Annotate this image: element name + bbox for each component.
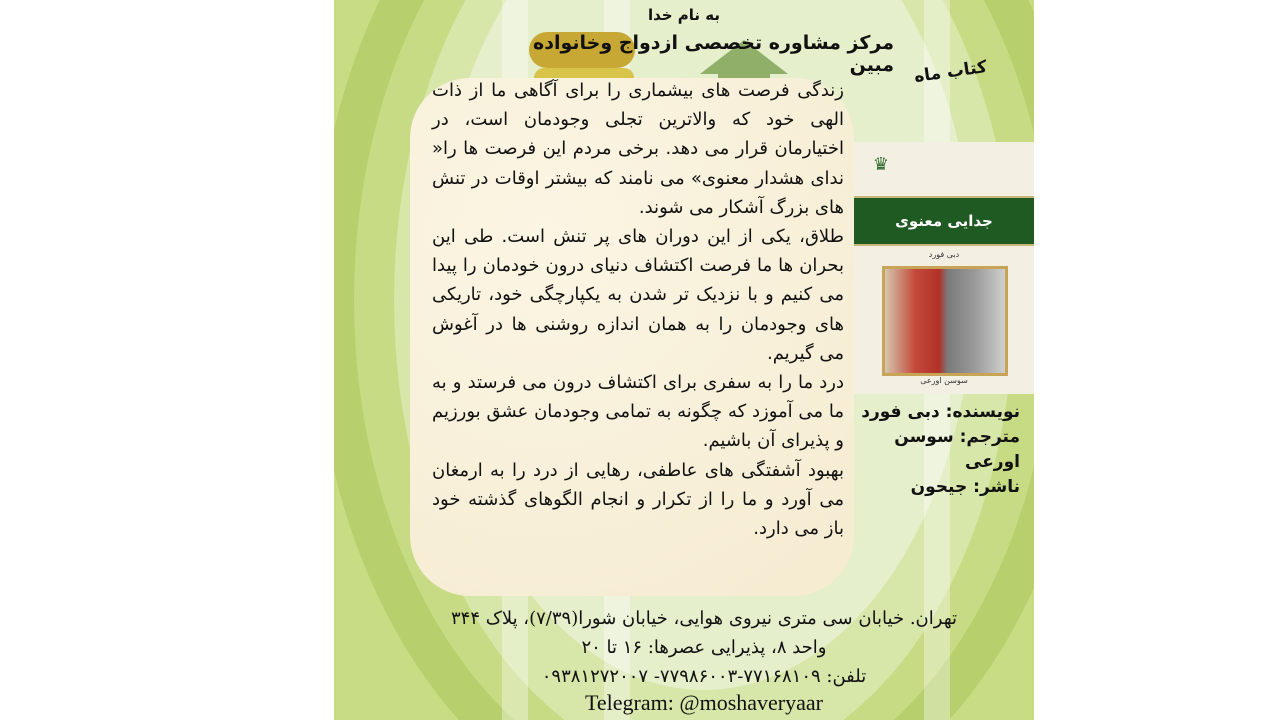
book-cover: [854, 142, 1034, 394]
cover-translator: سوسن اورعی: [920, 376, 968, 385]
telegram-handle: Telegram: @moshaveryaar: [584, 690, 823, 715]
description-paragraph: زندگی فرصت های بیشماری را برای آگاهی ما از ذات الهی خود که والاترین تجلی وجودمان است، در اختیارمان قرار می دهد. برخی مردم این فرصت ها را« ندای هشدار معنوی» می نامند که بیشتر اوقات در تنش های بزرگ آشکار می شوند.: [432, 80, 844, 218]
cover-title: جدایی معنوی: [854, 196, 1034, 246]
description-paragraph: درد ما را به سفری برای اکتشاف درون می فرستد و به ما می آموزد که چگونه به تمامی وجودمان عشق بورزیم و پذیرای آن باشیم.: [432, 372, 844, 452]
address-line: تهران. خیابان سی متری نیروی هوایی، خیابان شورا(۷/۳۹)، پلاک ۳۴۴: [450, 608, 958, 629]
cover-author: دبی فورد: [928, 250, 960, 259]
slide: [334, 0, 1034, 720]
phone-line: تلفن: ۷۷۱۶۸۱۰۹-۷۷۹۸۶۰۰۳- ۰۹۳۸۱۲۷۲۰۰۷: [541, 666, 867, 687]
translator-line: مترجم: سوسن اورعی: [894, 427, 1020, 472]
book-of-month-label: کتاب ماه: [912, 57, 989, 87]
description-paragraph: بهبود آشفتگی های عاطفی، رهایی از درد را به ارمغان می آورد و ما را از تکرار و انجام الگوهای گذشته خود باز می دارد.: [432, 459, 844, 540]
publisher-line: ناشر: جیحون: [910, 477, 1020, 497]
cover-roses-image: [882, 266, 1008, 376]
publisher-logo-icon: ♛: [872, 154, 890, 175]
author-line: نویسنده: دبی فورد: [861, 402, 1020, 422]
center-title: مرکز مشاوره تخصصی ازدواج وخانواده مبین: [533, 32, 894, 76]
book-description: [432, 76, 844, 543]
address-line: واحد ۸، پذیرایی عصرها: ۱۶ تا ۲۰: [581, 637, 827, 658]
description-paragraph: طلاق، یکی از این دوران های پر تنش است. طی این بحران ها ما فرصت اکتشاف دنیای درون خودمان را پیدا می کنیم و با نزدیک تر شدن به یکپارچگی خود، تاریکی های وجودمان را به همان اندازه روشنی ها در آغوش می گیریم.: [432, 226, 844, 364]
bismillah-heading: به نام خدا: [647, 6, 721, 24]
book-info: [854, 400, 1020, 500]
contact-address: [404, 604, 1004, 691]
